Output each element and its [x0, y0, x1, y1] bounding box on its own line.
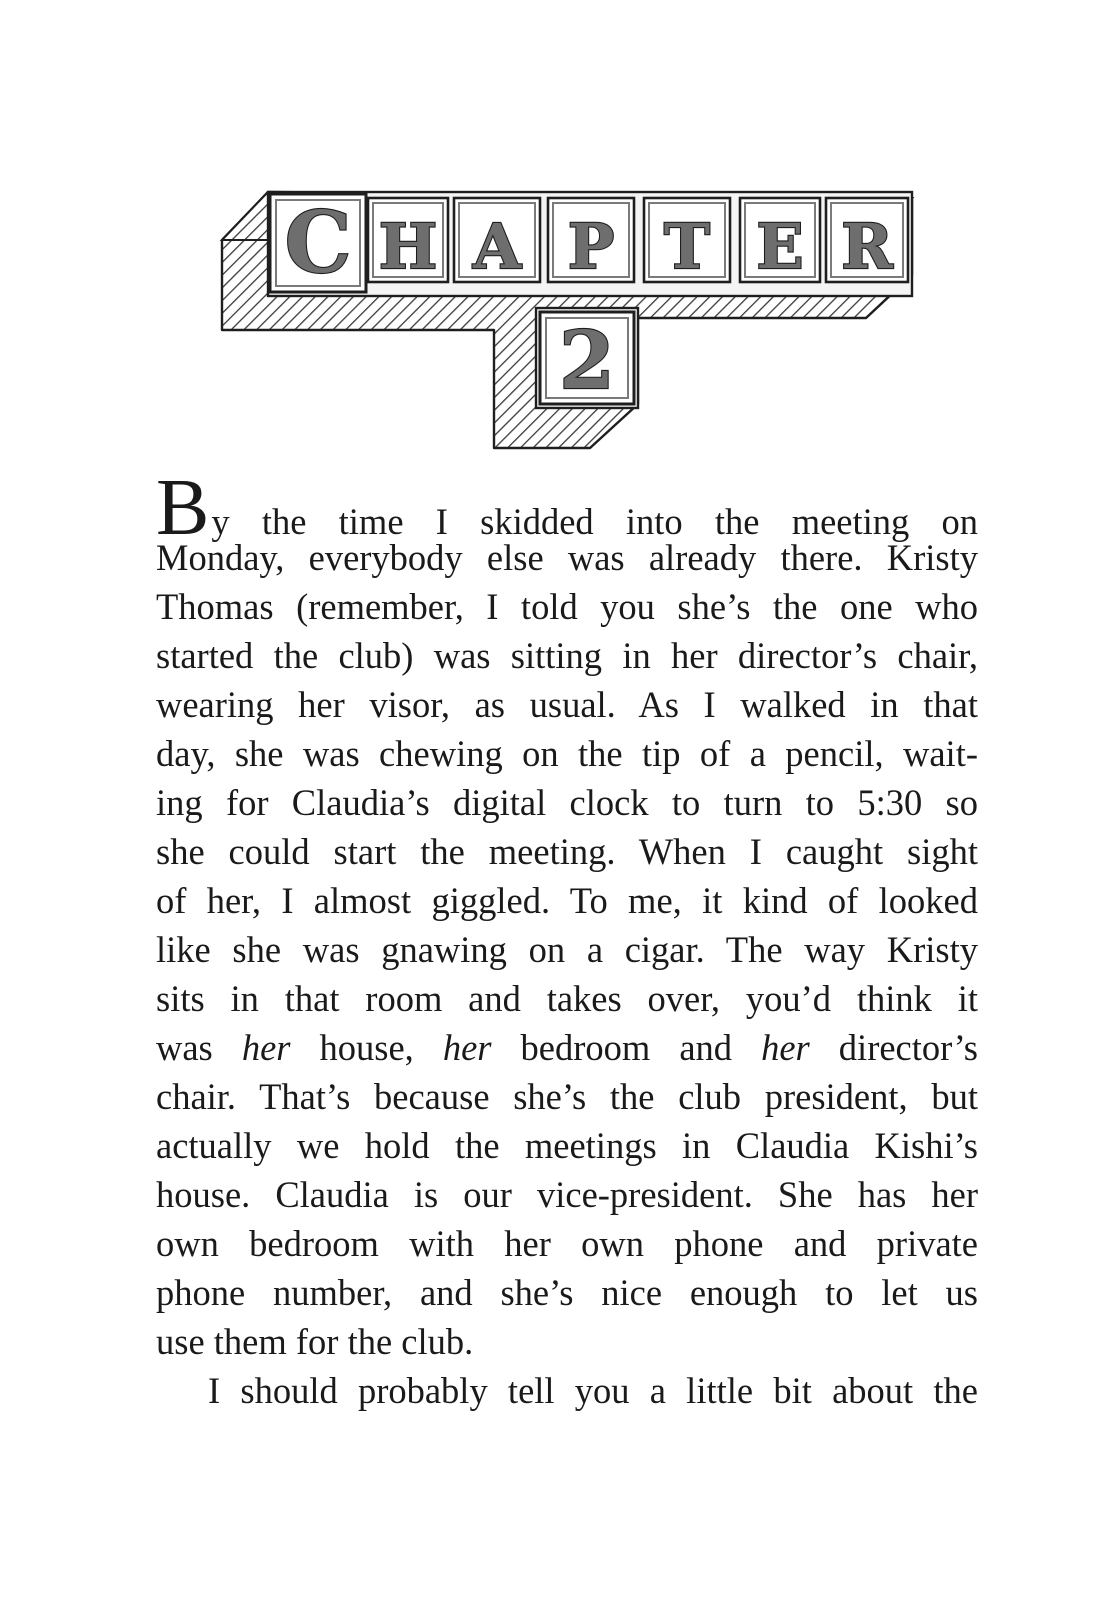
drop-cap: B	[156, 464, 210, 552]
tile-r	[826, 198, 908, 283]
text-line-4: started the club) was sitting in her director’s chair,	[156, 635, 978, 676]
chapter-letter-r: R	[841, 210, 893, 283]
text-line-7: ing for Claudia’s digital clock to turn to 5:30 so	[156, 782, 978, 823]
chapter-letter-a: A	[472, 210, 522, 283]
text-line-13: chair. That’s because she’s the club president, but	[156, 1076, 978, 1117]
text-line-12: was her house, her bedroom and her director’s	[156, 1027, 978, 1068]
text-line-5: wearing her visor, as usual. As I walked in that	[156, 684, 978, 725]
chapter-letter-p: P	[567, 210, 615, 283]
text-line-17: phone number, and she’s nice enough to let us	[156, 1272, 978, 1313]
chapter-letter-h: H	[378, 210, 438, 283]
text-line-1: By the time I skidded into the meeting on	[156, 464, 978, 552]
chapter-heading	[0, 0, 1101, 470]
text-line-8: she could start the meeting. When I caught sight	[156, 831, 978, 872]
chapter-letter-e: E	[756, 210, 804, 283]
text-line-19: I should probably tell you a little bit about the	[208, 1370, 978, 1411]
text-line-16: own bedroom with her own phone and private	[156, 1223, 978, 1264]
chapter-letter-t: T	[663, 210, 711, 283]
text-line-15: house. Claudia is our vice-president. She has her	[156, 1174, 978, 1215]
tile-e	[740, 198, 820, 283]
text-line-11: sits in that room and takes over, you’d think it	[156, 978, 978, 1019]
chapter-blocks-graphic	[0, 0, 1101, 470]
tile-p	[548, 198, 634, 283]
chapter-number: 2	[559, 313, 615, 407]
tile-a	[454, 198, 540, 283]
tile-number	[540, 312, 634, 407]
chapter-letter-c: C	[284, 193, 352, 292]
chapter-body-text	[156, 464, 978, 1415]
text-line-14: actually we hold the meetings in Claudia Kishi’s	[156, 1125, 978, 1166]
text-line-3: Thomas (remember, I told you she’s the one who	[156, 586, 978, 627]
text-line-6: day, she was chewing on the tip of a pencil, wait-	[156, 733, 978, 774]
tile-h	[368, 198, 448, 283]
text-line-2: Monday, everybody else was already there. Kristy	[156, 537, 978, 578]
text-line-10: like she was gnawing on a cigar. The way Kristy	[156, 929, 978, 970]
text-line-9: of her, I almost giggled. To me, it kind of looked	[156, 880, 978, 921]
tile-c	[270, 193, 366, 292]
text-line-18: use them for the club.	[156, 1321, 474, 1362]
tile-t	[644, 198, 730, 283]
